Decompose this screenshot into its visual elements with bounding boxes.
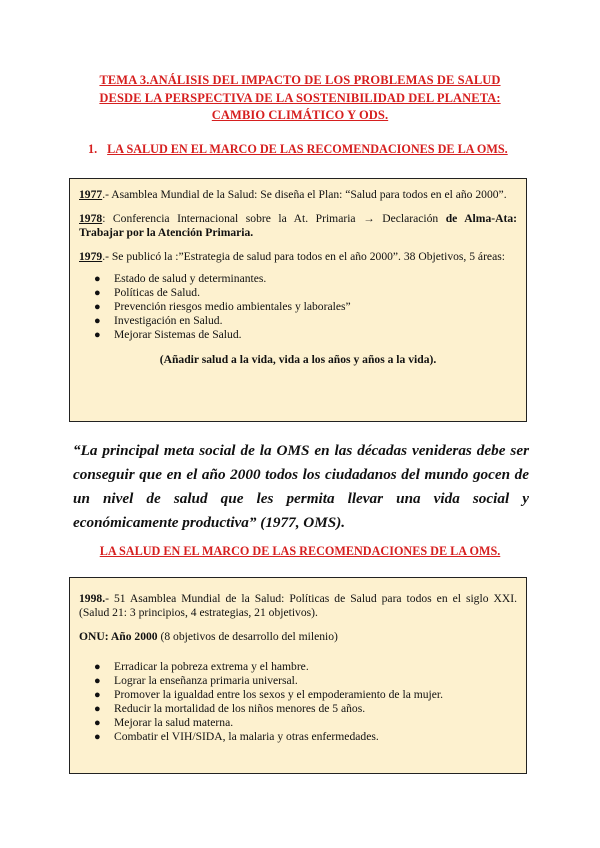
list-item: ● Políticas de Salud. [94, 286, 200, 299]
bullet-icon: ● [94, 273, 101, 285]
onu-paragraph [79, 630, 517, 644]
onu-text: (8 objetivos de desarrollo del milenio) [157, 630, 338, 643]
year-1979: 1979 [79, 250, 103, 263]
motto: (Añadir salud a la vida, vida a los años y años a la vida). [159, 353, 437, 366]
list-item: ● Mejorar la salud materna. [94, 716, 234, 729]
alma-ata-bold: de Alma-Ata: Trabajar por la Atención Primaria. [79, 212, 517, 239]
section-1-text: LA SALUD EN EL MARCO DE LAS RECOMENDACIONES DE LA OMS. [107, 142, 508, 156]
paragraph-1978 [79, 212, 517, 240]
bullet-icon: ● [94, 287, 101, 299]
millennium-goals-box [69, 577, 527, 774]
title-line-3: CAMBIO CLIMÁTICO Y ODS. [211, 108, 389, 122]
title-line-1: TEMA 3.ANÁLISIS DEL IMPACTO DE LOS PROBLEMAS DE SALUD [99, 73, 501, 87]
bullet-icon: ● [94, 731, 101, 743]
section-2-heading: LA SALUD EN EL MARCO DE LAS RECOMENDACIONES DE LA OMS. [99, 544, 501, 558]
section-1-heading [88, 142, 508, 157]
bullet-icon: ● [94, 703, 101, 715]
section-1-number: 1. [88, 142, 98, 156]
list-item: ● Promover la igualdad entre los sexos y el empoderamiento de la mujer. [94, 688, 444, 701]
list-item: ● Erradicar la pobreza extrema y el hambre. [94, 660, 309, 673]
bullet-icon: ● [94, 717, 101, 729]
oms-history-box [69, 178, 527, 422]
bullet-icon: ● [94, 675, 101, 687]
list-item: ● Estado de salud y determinantes. [94, 272, 267, 285]
paragraph-1998 [79, 592, 517, 620]
text-1998: - 51 Asamblea Mundial de la Salud: Políticas de Salud para todos en el siglo XXI. (Salud 21: 3 principios, 4 estrategias, 21 objetivos). [79, 592, 517, 619]
year-1977: 1977 [79, 188, 103, 201]
bullet-icon: ● [94, 301, 101, 313]
oms-quote: “La principal meta social de la OMS en las décadas venideras debe ser conseguir que en el año 2000 todos los ciudadanos del mundo gocen de un nivel de salud que les permita llevar una vida social y económicamente productiva” (1977, OMS). [73, 442, 529, 531]
list-item: ● Reducir la mortalidad de los niños menores de 5 años. [94, 702, 366, 715]
title-line-2: DESDE LA PERSPECTIVA DE LA SOSTENIBILIDAD DEL PLANETA: [99, 90, 501, 105]
text-1978: : Conferencia Internacional sobre la At. Primaria → Declaración [102, 212, 446, 225]
text-1979: .- Se publicó la :”Estrategia de salud para todos en el año 2000”. 38 Objetivos, 5 áreas: [102, 250, 505, 263]
year-1978: 1978 [79, 212, 103, 225]
year-1998: 1998. [79, 592, 106, 605]
document-title [60, 72, 540, 125]
paragraph-1979 [79, 250, 517, 264]
text-1977: .- Asamblea Mundial de la Salud: Se diseña el Plan: “Salud para todos en el año 2000”. [102, 188, 507, 201]
list-item: ● Prevención riesgos medio ambientales y laborales” [94, 300, 351, 313]
list-item: ● Lograr la enseñanza primaria universal. [94, 674, 298, 687]
bullet-icon: ● [94, 315, 101, 327]
bullet-icon: ● [94, 661, 101, 673]
goals-list [79, 660, 517, 744]
list-item: ● Combatir el VIH/SIDA, la malaria y otras enfermedades. [94, 730, 379, 743]
onu-bold: ONU: Año 2000 [79, 630, 158, 643]
list-item: ● Investigación en Salud. [94, 314, 223, 327]
areas-list [79, 272, 517, 342]
paragraph-1977 [79, 188, 517, 202]
bullet-icon: ● [94, 689, 101, 701]
bullet-icon: ● [94, 329, 101, 341]
list-item: ● Mejorar Sistemas de Salud. [94, 328, 242, 341]
